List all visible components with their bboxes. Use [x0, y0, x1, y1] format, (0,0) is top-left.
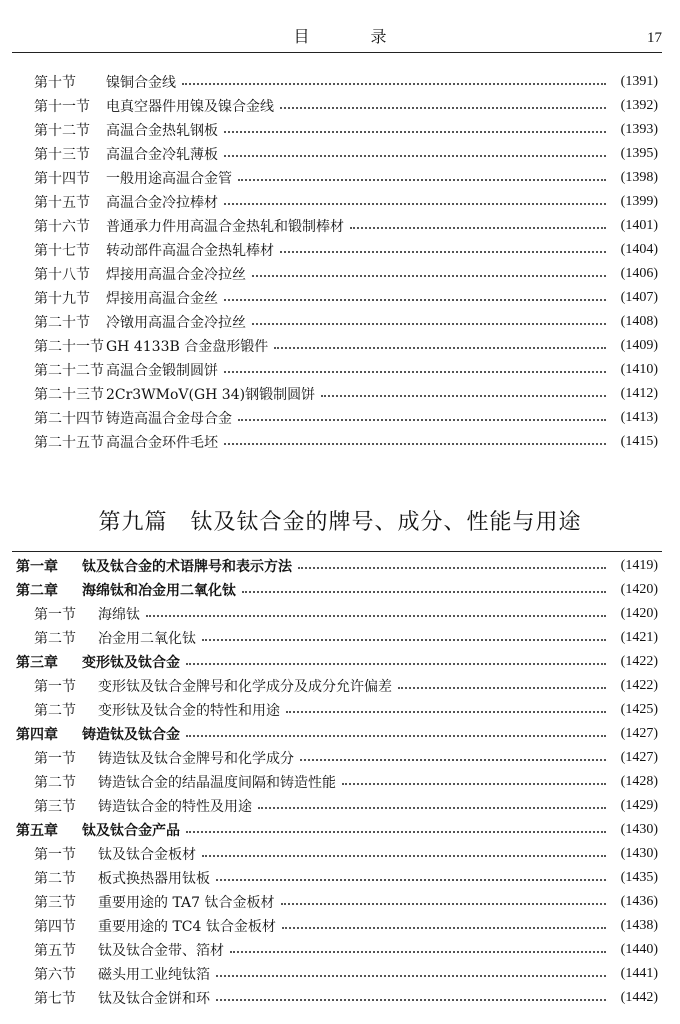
dot-leader [186, 649, 606, 665]
dot-leader [216, 961, 606, 977]
toc-entry-title: 高温合金锻制圆饼 [106, 363, 218, 379]
toc-section-row[interactable] [0, 842, 680, 866]
toc-entry-number: 第三节 [34, 799, 76, 815]
toc-section-row[interactable] [0, 962, 680, 986]
toc-section-row[interactable] [0, 866, 680, 890]
toc-section-row[interactable] [0, 986, 680, 1010]
toc-entry-page: (1410) [620, 362, 658, 377]
toc-entry-title: 钛及钛合金带、箔材 [98, 943, 224, 959]
toc-entry-title: 变形钛及钛合金牌号和化学成分及成分允许偏差 [98, 679, 392, 695]
toc-entry-title: 高温合金热轧钢板 [106, 123, 218, 139]
toc-entry-number: 第十九节 [34, 291, 90, 307]
toc-entry-title: 焊接用高温合金冷拉丝 [106, 267, 246, 283]
toc-section-row[interactable] [0, 142, 680, 166]
toc-entry-title: 变形钛及钛合金 [82, 655, 180, 671]
toc-entry-title: 冷镦用高温合金冷拉丝 [106, 315, 246, 331]
toc-entry-page: (1442) [620, 990, 658, 1005]
toc-entry-page: (1419) [620, 558, 658, 573]
toc-entry-number: 第十七节 [34, 243, 90, 259]
dot-leader [300, 745, 606, 761]
toc-entry-page: (1427) [620, 726, 658, 741]
toc-section-row[interactable] [0, 602, 680, 626]
toc-section-row[interactable] [0, 746, 680, 770]
toc-entry-page: (1408) [620, 314, 658, 329]
toc-entry-title: 板式换热器用钛板 [98, 871, 210, 887]
dot-leader [224, 117, 606, 133]
toc-entry-title: 钛及钛合金板材 [98, 847, 196, 863]
dot-leader [274, 333, 606, 349]
toc-entry-title: 钛及钛合金的术语牌号和表示方法 [82, 559, 292, 575]
toc-section-top [0, 70, 680, 454]
toc-entry-number: 第六节 [34, 967, 76, 983]
toc-entry-number: 第三节 [34, 895, 76, 911]
dot-leader [224, 357, 606, 373]
part-divider [12, 551, 662, 552]
toc-section-row[interactable] [0, 914, 680, 938]
toc-entry-page: (1404) [620, 242, 658, 257]
toc-section-row[interactable] [0, 890, 680, 914]
toc-section-row[interactable] [0, 214, 680, 238]
toc-entry-title: 重要用途的 TA7 钛合金板材 [98, 895, 275, 911]
toc-entry-number: 第四节 [34, 919, 76, 935]
dot-leader [146, 601, 606, 617]
toc-entry-page: (1435) [620, 870, 658, 885]
toc-entry-number: 第二节 [34, 775, 76, 791]
toc-entry-number: 第二十一节 [34, 339, 104, 355]
toc-entry-page: (1422) [620, 678, 658, 693]
toc-entry-page: (1438) [620, 918, 658, 933]
toc-section-row[interactable] [0, 626, 680, 650]
toc-entry-page: (1430) [620, 846, 658, 861]
toc-entry-page: (1412) [620, 386, 658, 401]
dot-leader [202, 841, 606, 857]
dot-leader [238, 165, 606, 181]
dot-leader [202, 625, 606, 641]
dot-leader [186, 721, 606, 737]
toc-section-row[interactable] [0, 334, 680, 358]
toc-entry-title: 镍铜合金线 [106, 75, 176, 91]
toc-entry-title: 铸造高温合金母合金 [106, 411, 232, 427]
toc-entry-page: (1413) [620, 410, 658, 425]
toc-entry-number: 第二节 [34, 631, 76, 647]
toc-entry-page: (1421) [620, 630, 658, 645]
dot-leader [224, 285, 606, 301]
toc-entry-number: 第一章 [16, 559, 58, 575]
toc-entry-page: (1427) [620, 750, 658, 765]
toc-entry-title: 高温合金冷拉棒材 [106, 195, 218, 211]
toc-section-row[interactable] [0, 238, 680, 262]
toc-section-row[interactable] [0, 94, 680, 118]
toc-entry-page: (1425) [620, 702, 658, 717]
toc-entry-number: 第十节 [34, 75, 76, 91]
toc-entry-page: (1430) [620, 822, 658, 837]
toc-entry-page: (1420) [620, 582, 658, 597]
toc-entry-number: 第四章 [16, 727, 58, 743]
toc-section-row[interactable] [0, 430, 680, 454]
toc-entry-number: 第二节 [34, 703, 76, 719]
toc-entry-title: 重要用途的 TC4 钛合金板材 [98, 919, 276, 935]
dot-leader [182, 69, 606, 85]
toc-entry-title: 转动部件高温合金热轧棒材 [106, 243, 274, 259]
toc-entry-page: (1399) [620, 194, 658, 209]
dot-leader [350, 213, 606, 229]
toc-entry-title: 钛及钛合金产品 [82, 823, 180, 839]
toc-section-row[interactable] [0, 358, 680, 382]
toc-entry-number: 第一节 [34, 607, 76, 623]
toc-entry-page: (1409) [620, 338, 658, 353]
toc-entry-number: 第十三节 [34, 147, 90, 163]
toc-section-row[interactable] [0, 674, 680, 698]
toc-entry-title: 铸造钛合金的特性及用途 [98, 799, 252, 815]
dot-leader [282, 913, 606, 929]
toc-section-row[interactable] [0, 310, 680, 334]
toc-entry-title: 铸造钛及钛合金牌号和化学成分 [98, 751, 294, 767]
toc-entry-title: 钛及钛合金饼和环 [98, 991, 210, 1007]
toc-section-row[interactable] [0, 382, 680, 406]
toc-entry-number: 第十六节 [34, 219, 90, 235]
toc-entry-page: (1401) [620, 218, 658, 233]
toc-section-row[interactable] [0, 698, 680, 722]
dot-leader [224, 189, 606, 205]
toc-entry-title: 海绵钛和冶金用二氧化钛 [82, 583, 236, 599]
toc-chapter-row[interactable] [0, 722, 680, 746]
toc-entry-number: 第五章 [16, 823, 58, 839]
toc-entry-number: 第一节 [34, 751, 76, 767]
dot-leader [286, 697, 606, 713]
toc-section-row[interactable] [0, 286, 680, 310]
toc-entry-page: (1440) [620, 942, 658, 957]
toc-section-row[interactable] [0, 262, 680, 286]
header-title: 目 录 [293, 27, 415, 46]
dot-leader [298, 553, 606, 569]
dot-leader [216, 985, 606, 1001]
toc-entry-number: 第二十二节 [34, 363, 104, 379]
toc-entry-title: 海绵钛 [98, 607, 140, 623]
toc-entry-number: 第二十五节 [34, 435, 104, 451]
toc-entry-number: 第十八节 [34, 267, 90, 283]
toc-entry-number: 第二十四节 [34, 411, 104, 427]
dot-leader [238, 405, 606, 421]
page-number: 17 [647, 30, 662, 46]
toc-section-row[interactable] [0, 190, 680, 214]
toc-entry-page: (1391) [620, 74, 658, 89]
toc-section-row[interactable] [0, 118, 680, 142]
dot-leader [321, 381, 606, 397]
toc-chapter-row[interactable] [0, 818, 680, 842]
dot-leader [342, 769, 606, 785]
toc-entry-title: GH 4133B 合金盘形锻件 [106, 339, 269, 355]
toc-chapter-row[interactable] [0, 650, 680, 674]
dot-leader [230, 937, 606, 953]
toc-entry-page: (1398) [620, 170, 658, 185]
toc-entry-title: 焊接用高温合金丝 [106, 291, 218, 307]
toc-section-row[interactable] [0, 794, 680, 818]
toc-entry-page: (1415) [620, 434, 658, 449]
toc-entry-number: 第二章 [16, 583, 58, 599]
toc-section-row[interactable] [0, 770, 680, 794]
toc-section-row[interactable] [0, 166, 680, 190]
toc-entry-page: (1429) [620, 798, 658, 813]
dot-leader [252, 261, 606, 277]
toc-section-part9 [0, 554, 680, 1010]
toc-entry-title: 铸造钛合金的结晶温度间隔和铸造性能 [98, 775, 336, 791]
toc-entry-title: 变形钛及钛合金的特性和用途 [98, 703, 280, 719]
part-title: 第九篇 钛及钛合金的牌号、成分、性能与用途 [98, 510, 582, 535]
toc-entry-page: (1441) [620, 966, 658, 981]
dot-leader [224, 429, 606, 445]
dot-leader [280, 93, 606, 109]
toc-entry-number: 第十四节 [34, 171, 90, 187]
toc-section-row[interactable] [0, 938, 680, 962]
toc-entry-number: 第一节 [34, 679, 76, 695]
toc-entry-page: (1406) [620, 266, 658, 281]
toc-chapter-row[interactable] [0, 578, 680, 602]
toc-entry-number: 第二十节 [34, 315, 90, 331]
toc-entry-page: (1422) [620, 654, 658, 669]
dot-leader [280, 237, 606, 253]
toc-entry-number: 第十一节 [34, 99, 90, 115]
toc-entry-title: 电真空器件用镍及镍合金线 [106, 99, 274, 115]
toc-entry-page: (1395) [620, 146, 658, 161]
toc-entry-page: (1428) [620, 774, 658, 789]
toc-entry-title: 高温合金环件毛坯 [106, 435, 218, 451]
toc-entry-title: 2Cr3WMoV(GH 34)钢锻制圆饼 [106, 387, 316, 403]
toc-entry-page: (1407) [620, 290, 658, 305]
toc-chapter-row[interactable] [0, 554, 680, 578]
dot-leader [252, 309, 606, 325]
toc-entry-number: 第一节 [34, 847, 76, 863]
toc-entry-title: 高温合金冷轧薄板 [106, 147, 218, 163]
toc-entry-number: 第十五节 [34, 195, 90, 211]
dot-leader [398, 673, 606, 689]
dot-leader [258, 793, 606, 809]
dot-leader [186, 817, 606, 833]
dot-leader [224, 141, 606, 157]
dot-leader [281, 889, 607, 905]
toc-entry-number: 第五节 [34, 943, 76, 959]
toc-section-row[interactable] [0, 406, 680, 430]
toc-entry-title: 铸造钛及钛合金 [82, 727, 180, 743]
toc-entry-number: 第十二节 [34, 123, 90, 139]
toc-entry-title: 磁头用工业纯钛箔 [98, 967, 210, 983]
toc-entry-title: 冶金用二氧化钛 [98, 631, 196, 647]
toc-entry-page: (1436) [620, 894, 658, 909]
toc-entry-page: (1393) [620, 122, 658, 137]
toc-entry-page: (1392) [620, 98, 658, 113]
toc-entry-number: 第二十三节 [34, 387, 104, 403]
toc-entry-number: 第七节 [34, 991, 76, 1007]
toc-entry-number: 第二节 [34, 871, 76, 887]
dot-leader [216, 865, 606, 881]
toc-entry-number: 第三章 [16, 655, 58, 671]
toc-entry-page: (1420) [620, 606, 658, 621]
dot-leader [242, 577, 606, 593]
toc-section-row[interactable] [0, 70, 680, 94]
toc-entry-title: 普通承力件用高温合金热轧和锻制棒材 [106, 219, 344, 235]
toc-entry-title: 一般用途高温合金管 [106, 171, 232, 187]
